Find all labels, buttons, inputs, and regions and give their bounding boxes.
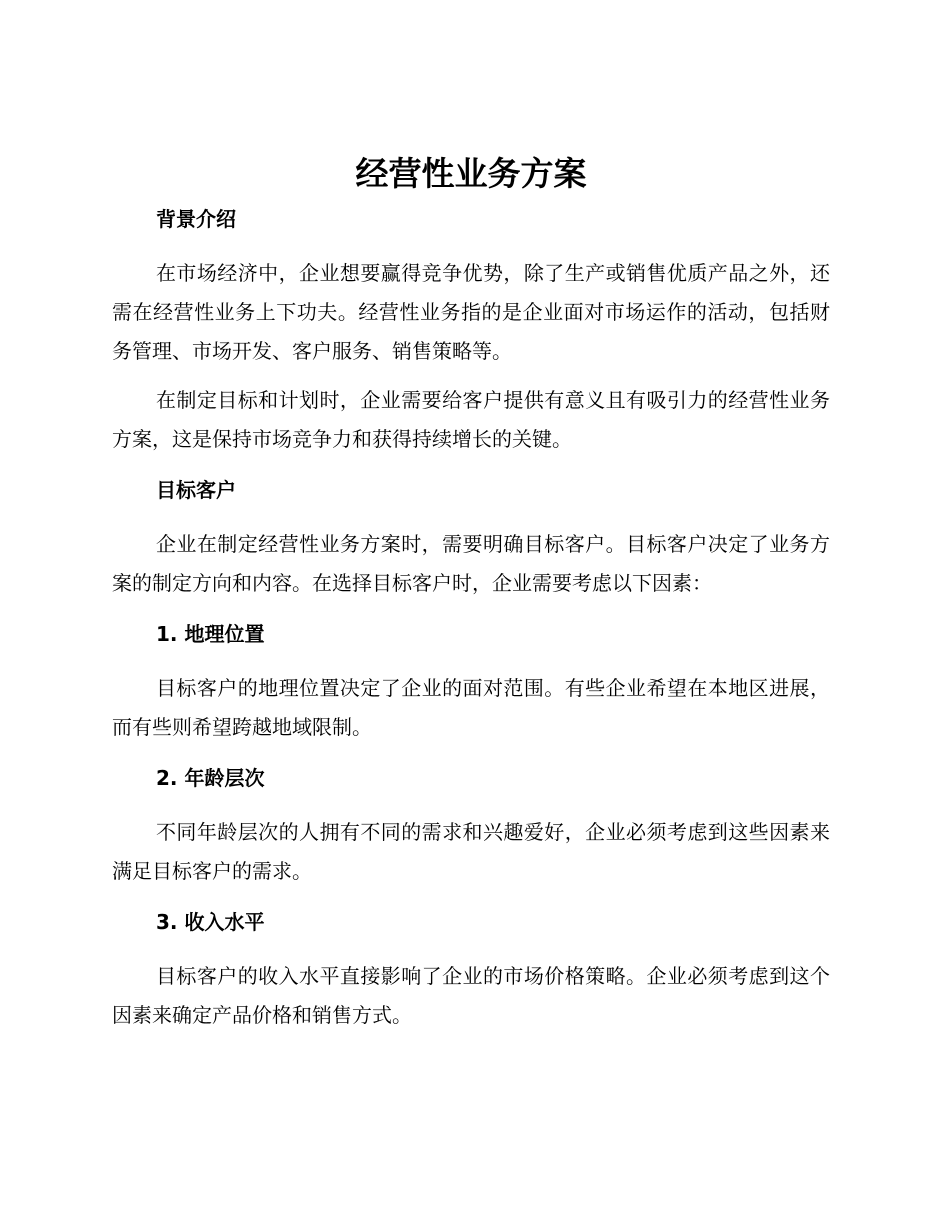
document-title: 经营性业务方案 <box>355 154 587 193</box>
factor-heading-income: 3. 收入水平 <box>156 910 265 934</box>
section-heading-background: 背景介绍 <box>156 207 236 231</box>
section-heading-target-customers: 目标客户 <box>156 478 236 502</box>
factor-paragraph-age: 不同年龄层次的人拥有不同的需求和兴趣爱好，企业必须考虑到这些因素来满足目标客户的需求。 <box>112 820 830 883</box>
background-paragraph-1: 在市场经济中，企业想要赢得竞争优势，除了生产或销售优质产品之外，还需在经营性业务上下功夫。经营性业务指的是企业面对市场运作的活动，包括财务管理、市场开发、客户服务、销售策略等。 <box>112 261 830 363</box>
background-paragraph-2: 在制定目标和计划时，企业需要给客户提供有意义且有吸引力的经营性业务方案，这是保持市场竞争力和获得持续增长的关键。 <box>112 388 830 451</box>
factor-heading-location: 1. 地理位置 <box>156 622 265 646</box>
factor-paragraph-income: 目标客户的收入水平直接影响了企业的市场价格策略。企业必须考虑到这个因素来确定产品价格和销售方式。 <box>112 964 830 1027</box>
target-customers-paragraph: 企业在制定经营性业务方案时，需要明确目标客户。目标客户决定了业务方案的制定方向和内容。在选择目标客户时，企业需要考虑以下因素： <box>112 532 830 595</box>
factor-heading-age: 2. 年龄层次 <box>156 766 265 790</box>
document-body <box>112 148 830 1035</box>
factor-paragraph-location: 目标客户的地理位置决定了企业的面对范围。有些企业希望在本地区进展，而有些则希望跨越地域限制。 <box>112 676 830 739</box>
